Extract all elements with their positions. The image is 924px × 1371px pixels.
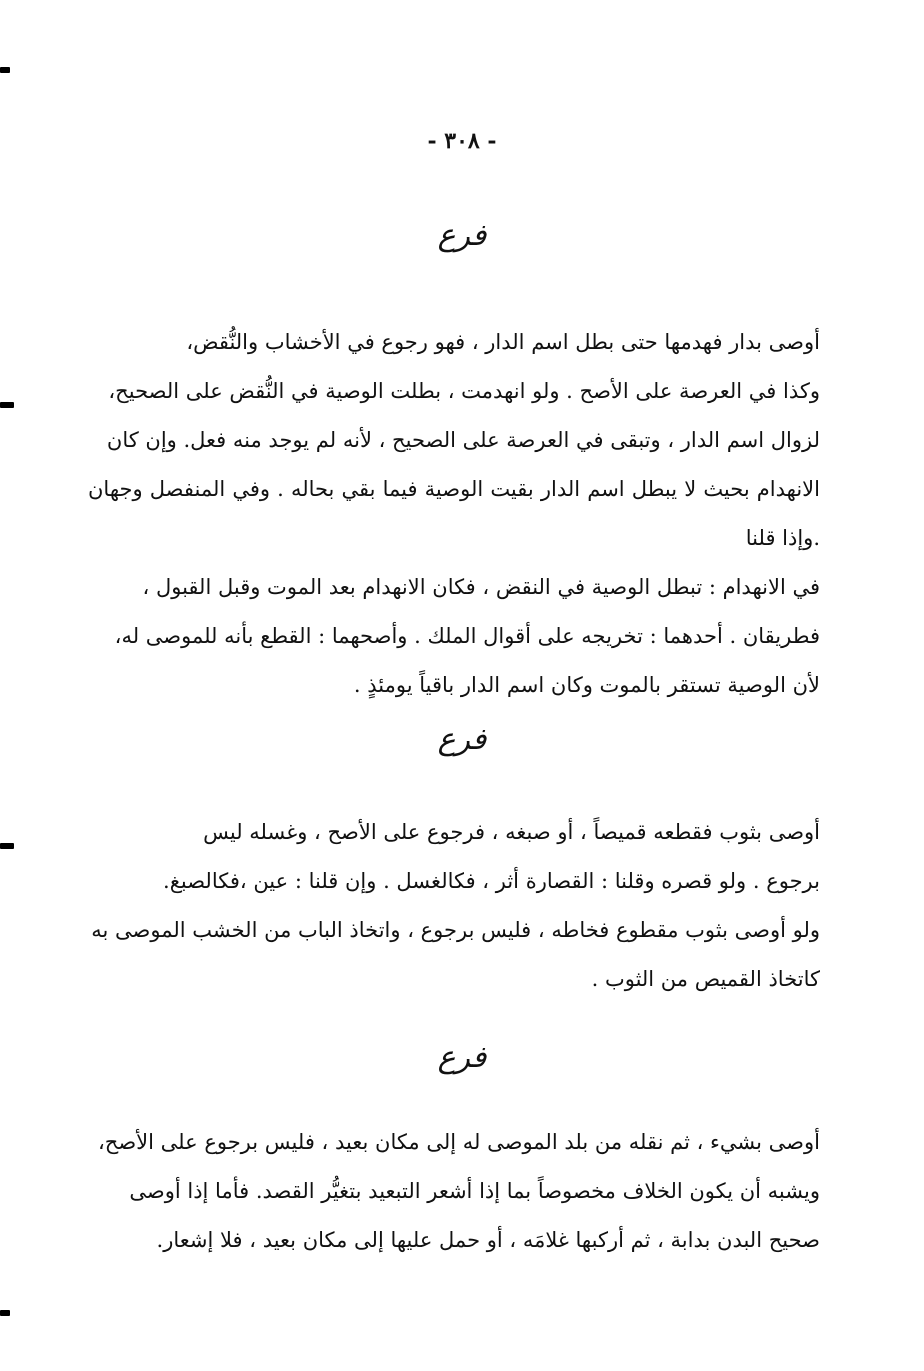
- page-number: - ٣٠٨ -: [427, 128, 497, 154]
- scan-edge-mark: [0, 843, 14, 849]
- scan-edge-mark: [0, 402, 14, 408]
- text-line: برجوع . ولو قصره وقلنا : القصارة أثر ، فكالغسل . وإن قلنا : عين ،فكالصبغ.: [163, 869, 820, 893]
- section-paragraph: [88, 1118, 820, 1265]
- text-line: لأن الوصية تستقر بالموت وكان اسم الدار باقياً يومئذٍ .: [353, 673, 820, 697]
- text-line: أوصى بدار فهدمها حتى بطل اسم الدار ، فهو رجوع في الأخشاب والنُّقض،: [186, 330, 820, 354]
- text-line: ويشبه أن يكون الخلاف مخصوصاً بما إذا أشعر التبعيد بتغيُّر القصد. فأما إذا أوصى: [129, 1179, 820, 1203]
- text-line: أوصى بشيء ، ثم نقله من بلد الموصى له إلى مكان بعيد ، فليس برجوع على الأصح،: [98, 1130, 820, 1154]
- scan-edge-mark: [0, 1310, 10, 1316]
- text-line: في الانهدام : تبطل الوصية في النقض ، فكان الانهدام بعد الموت وقبل القبول ،: [142, 575, 820, 599]
- section-heading: فرع: [437, 1040, 487, 1075]
- text-line: صحيح البدن بدابة ، ثم أركبها غلامَه ، أو حمل عليها إلى مكان بعيد ، فلا إشعار.: [156, 1228, 820, 1252]
- text-line: الانهدام بحيث لا يبطل اسم الدار بقيت الوصية فيما بقي بحاله . وفي المنفصل وجهان .وإذا قلنا: [88, 477, 820, 550]
- section-paragraph: [88, 808, 820, 1004]
- text-line: وكذا في العرصة على الأصح . ولو انهدمت ، بطلت الوصية في النُّقض على الصحيح،: [108, 379, 820, 403]
- text-line: أوصى بثوب فقطعه قميصاً ، أو صبغه ، فرجوع على الأصح ، وغسله ليس: [203, 820, 820, 844]
- section-heading: فرع: [437, 722, 487, 757]
- text-line: فطريقان . أحدهما : تخريجه على أقوال الملك . وأصحهما : القطع بأنه للموصى له،: [114, 624, 820, 648]
- section-heading: فرع: [437, 218, 487, 253]
- section-paragraph: [88, 318, 820, 710]
- scan-edge-mark: [0, 67, 10, 73]
- text-line: كاتخاذ القميص من الثوب .: [591, 967, 820, 991]
- text-line: لزوال اسم الدار ، وتبقى في العرصة على الصحيح ، لأنه لم يوجد منه فعل. وإن كان: [106, 428, 820, 452]
- text-line: ولو أوصى بثوب مقطوع فخاطه ، فليس برجوع ، واتخاذ الباب من الخشب الموصى به: [91, 918, 820, 942]
